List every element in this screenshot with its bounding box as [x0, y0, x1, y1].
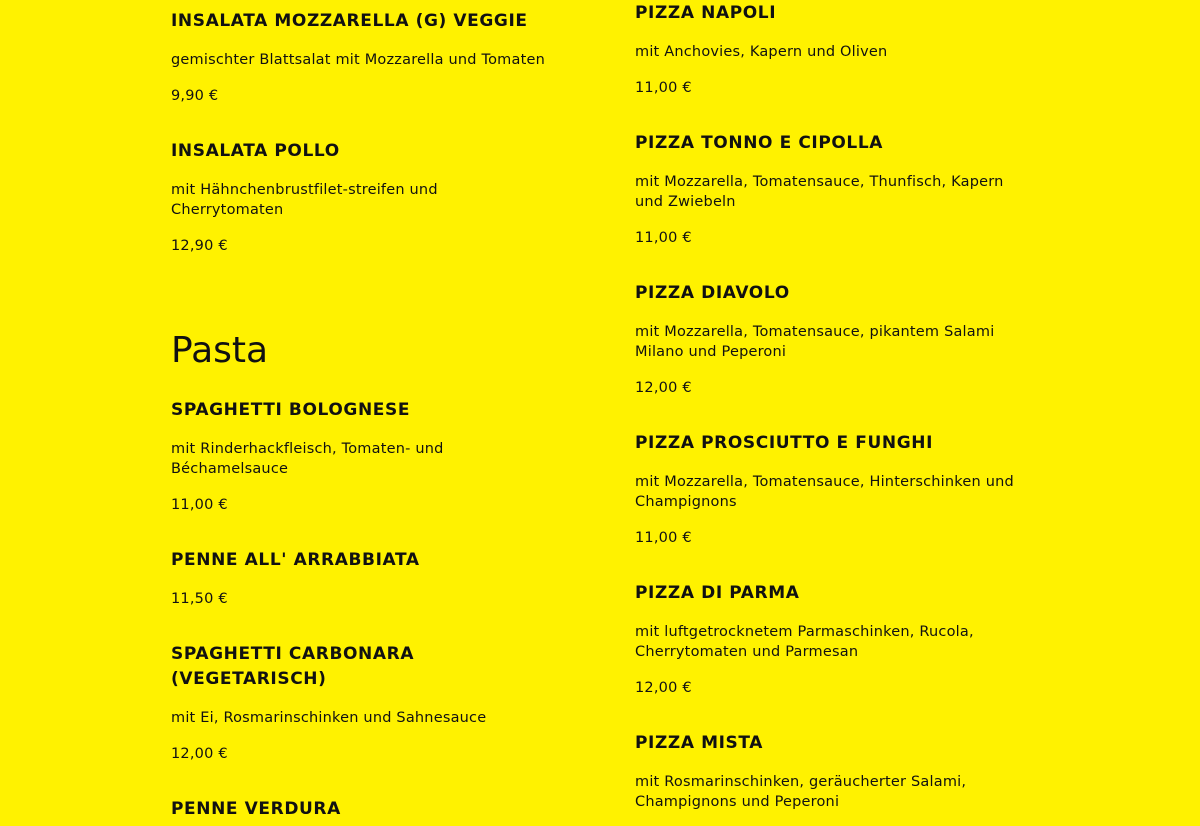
section-heading-pasta: Pasta	[171, 330, 269, 371]
menu-item-title: PIZZA NAPOLI	[635, 3, 777, 23]
menu-item-price: 11,00 €	[635, 530, 692, 546]
menu-item-description: mit Mozzarella, Tomatensauce, Hinterschinken und Champignons	[635, 474, 1014, 510]
menu-item-description: mit Anchovies, Kapern und Oliven	[635, 44, 888, 60]
menu-item-price: 11,00 €	[635, 230, 692, 246]
menu-item-title: PIZZA DI PARMA	[635, 583, 800, 603]
menu-item-title: PIZZA PROSCIUTTO E FUNGHI	[635, 433, 933, 453]
menu-item-title: SPAGHETTI BOLOGNESE	[171, 400, 411, 420]
menu-item-description: mit Mozzarella, Tomatensauce, pikantem Salami Milano und Peperoni	[635, 324, 995, 360]
menu-item-price: 12,90 €	[171, 238, 228, 254]
menu-item-title: INSALATA POLLO	[171, 141, 340, 161]
menu-item-title: INSALATA MOZZARELLA (G) VEGGIE	[171, 11, 528, 31]
menu-item-description: mit Rosmarinschinken, geräucherter Salami, Champignons und Peperoni	[635, 774, 967, 810]
menu-item-price: 12,00 €	[171, 746, 228, 762]
menu-item-title: PIZZA MISTA	[635, 733, 764, 753]
menu-item-description: mit Mozzarella, Tomatensauce, Thunfisch, Kapern und Zwiebeln	[635, 174, 1004, 210]
menu-item-description: mit luftgetrocknetem Parmaschinken, Rucola, Cherrytomaten und Parmesan	[635, 624, 974, 660]
menu-item-title: PENNE VERDURA	[171, 799, 341, 819]
menu-item-description: mit Hähnchenbrustfilet-streifen und Cherrytomaten	[171, 182, 438, 218]
menu-item-price: 11,50 €	[171, 591, 228, 607]
menu-item-title: PENNE ALL' ARRABBIATA	[171, 550, 420, 570]
menu-item-price: 11,00 €	[171, 497, 228, 513]
menu-item-price: 12,00 €	[635, 380, 692, 396]
menu-item-description: mit Ei, Rosmarinschinken und Sahnesauce	[171, 710, 487, 726]
menu-item-title: PIZZA TONNO E CIPOLLA	[635, 133, 884, 153]
menu-item-description: gemischter Blattsalat mit Mozzarella und Tomaten	[171, 52, 545, 68]
menu-item-title: SPAGHETTI CARBONARA (VEGETARISCH)	[171, 644, 415, 689]
menu-item-price: 12,00 €	[635, 680, 692, 696]
menu-item-description: mit Rinderhackfleisch, Tomaten- und Béchamelsauce	[171, 441, 444, 477]
menu-item-price: 9,90 €	[171, 88, 219, 104]
menu-item-title: PIZZA DIAVOLO	[635, 283, 790, 303]
menu-item-price: 11,00 €	[635, 80, 692, 96]
